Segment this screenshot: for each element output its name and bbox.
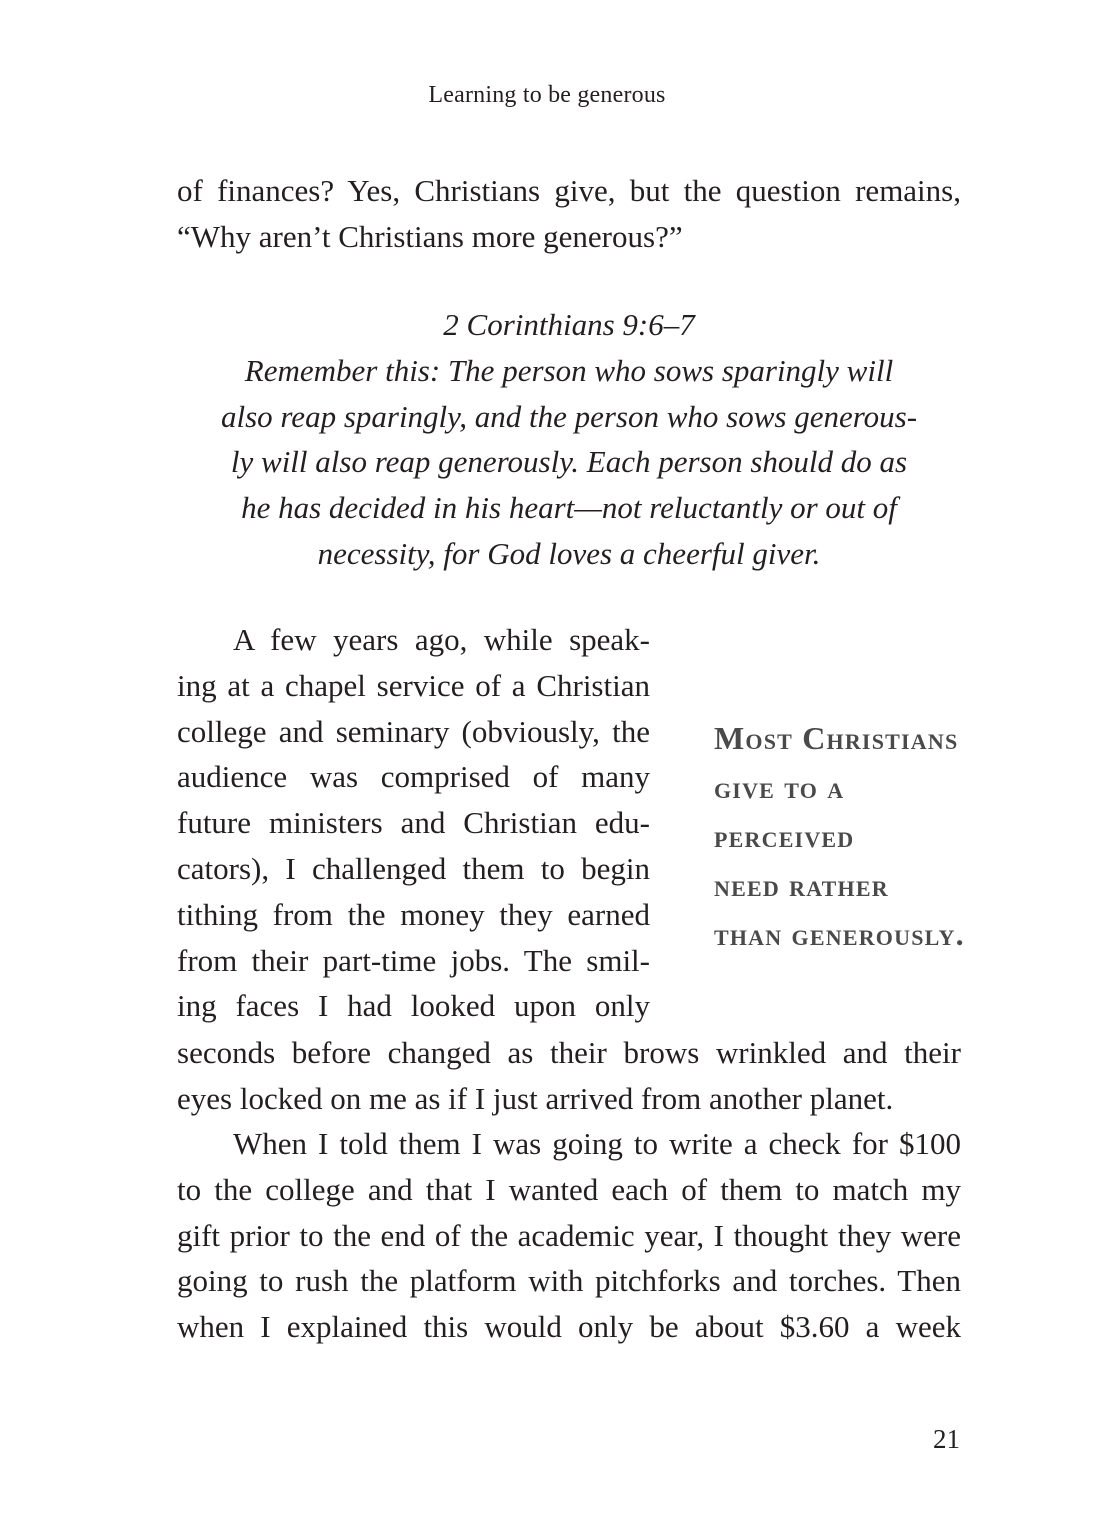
running-header: Learning to be generous (428, 82, 666, 108)
text-line: ing at a chapel service of a Christian (177, 667, 650, 703)
page-number: 21 (933, 1424, 960, 1454)
text-line: to the college and that I wanted each of them to match my (177, 1171, 961, 1207)
pull-quote-line: need rather (714, 867, 889, 903)
pull-quote-line: Most Christians (714, 720, 959, 756)
scripture-line: he has decided in his heart—not reluctantly or out of (241, 490, 897, 526)
text-line: “Why aren’t Christians more generous?” (177, 218, 683, 254)
paragraph-chapel-wide (177, 1030, 961, 1122)
text-line: When I told them I was going to write a check for $100 (233, 1126, 961, 1161)
scripture-line: also reap sparingly, and the person who sows generous- (220, 398, 918, 434)
paragraph-continued (177, 168, 961, 260)
pull-quote-line: perceived (714, 818, 855, 854)
pull-quote-line: than generously. (714, 916, 965, 952)
scripture-reference: 2 Corinthians 9:6–7 (443, 307, 695, 342)
text-line: future ministers and Christian edu- (177, 805, 650, 841)
pull-quote-line: give to a (714, 769, 845, 805)
text-line: when I explained this would only be about $3.60 a week (177, 1309, 961, 1345)
scripture-quote (177, 302, 961, 577)
scripture-line: necessity, for God loves a cheerful giver. (317, 535, 821, 571)
text-line: going to rush the platform with pitchforks and torches. Then (177, 1263, 961, 1299)
text-line: seconds before changed as their brows wrinkled and their (177, 1035, 961, 1070)
paragraph-check (177, 1121, 961, 1350)
scripture-line: Remember this: The person who sows sparingly will (244, 352, 894, 388)
text-line: gift prior to the end of the academic year, I thought they were (177, 1217, 961, 1253)
text-line: audience was comprised of many (177, 759, 650, 795)
text-line: cators), I challenged them to begin (177, 850, 650, 886)
text-line: ing faces I had looked upon only (177, 988, 650, 1024)
scripture-line: ly will also reap generously. Each person should do as (230, 444, 908, 480)
text-line: tithing from the money they earned (177, 896, 650, 932)
text-line: from their part-time jobs. The smil- (177, 942, 650, 978)
pull-quote (714, 714, 1034, 959)
paragraph-chapel-narrow (177, 617, 650, 1029)
text-line: of finances? Yes, Christians give, but the question remains, (177, 173, 961, 208)
text-line: eyes locked on me as if I just arrived from another planet. (177, 1080, 894, 1116)
text-line: A few years ago, while speak- (233, 622, 650, 657)
text-line: college and seminary (obviously, the (177, 713, 650, 749)
